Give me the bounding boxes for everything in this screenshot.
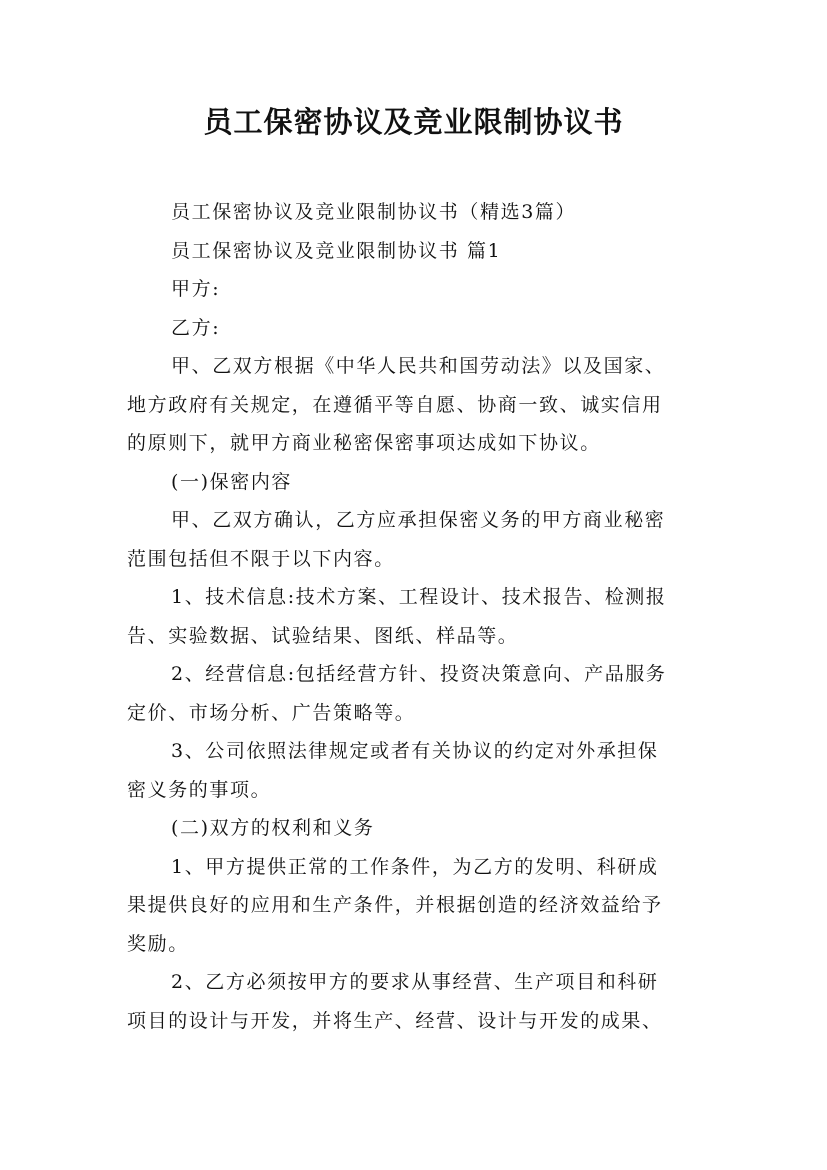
text-line: 员工保密协议及竞业限制协议书 篇1 bbox=[171, 239, 502, 262]
text-line: 2、经营信息:包括经营方针、投资决策意向、产品服务 bbox=[171, 663, 667, 685]
text-line: 甲、乙双方根据《中华人民共和国劳动法》以及国家、 bbox=[171, 355, 666, 377]
text-line: 奖励。 bbox=[127, 932, 189, 955]
text-line: 密义务的事项。 bbox=[127, 778, 272, 801]
text-line: 3、公司依照法律规定或者有关协议的约定对外承担保 bbox=[171, 740, 659, 762]
text-line: 项目的设计与开发，并将生产、经营、设计与开发的成果、 bbox=[127, 1009, 663, 1032]
text-line: 告、实验数据、试验结果、图纸、样品等。 bbox=[127, 624, 519, 647]
text-line: 2、乙方必须按甲方的要求从事经营、生产项目和科研 bbox=[171, 971, 659, 993]
text-line: 乙方: bbox=[171, 316, 221, 339]
text-line: 范围包括但不限于以下内容。 bbox=[127, 547, 395, 570]
document-title: 员工保密协议及竞业限制协议书 bbox=[203, 105, 624, 139]
text-line: 地方政府有关规定，在遵循平等自愿、协商一致、诚实信用 bbox=[127, 393, 663, 416]
text-line: 员工保密协议及竞业限制协议书（精选3篇） bbox=[171, 201, 577, 223]
text-line: 甲方: bbox=[171, 278, 221, 300]
text-line: (一)保密内容 bbox=[171, 470, 293, 493]
text-line: 定价、市场分析、广告策略等。 bbox=[127, 701, 416, 724]
text-line: 果提供良好的应用和生产条件，并根据创造的经济效益给予 bbox=[127, 894, 663, 916]
text-line: 1、甲方提供正常的工作条件，为乙方的发明、科研成 bbox=[171, 855, 659, 878]
text-line: 甲、乙双方确认，乙方应承担保密义务的甲方商业秘密 bbox=[171, 509, 666, 531]
text-line: 1、技术信息:技术方案、工程设计、技术报告、检测报 bbox=[171, 586, 667, 608]
text-line: (二)双方的权利和义务 bbox=[171, 817, 375, 839]
text-line: 的原则下，就甲方商业秘密保密事项达成如下协议。 bbox=[127, 432, 601, 454]
document-body bbox=[127, 193, 713, 1040]
